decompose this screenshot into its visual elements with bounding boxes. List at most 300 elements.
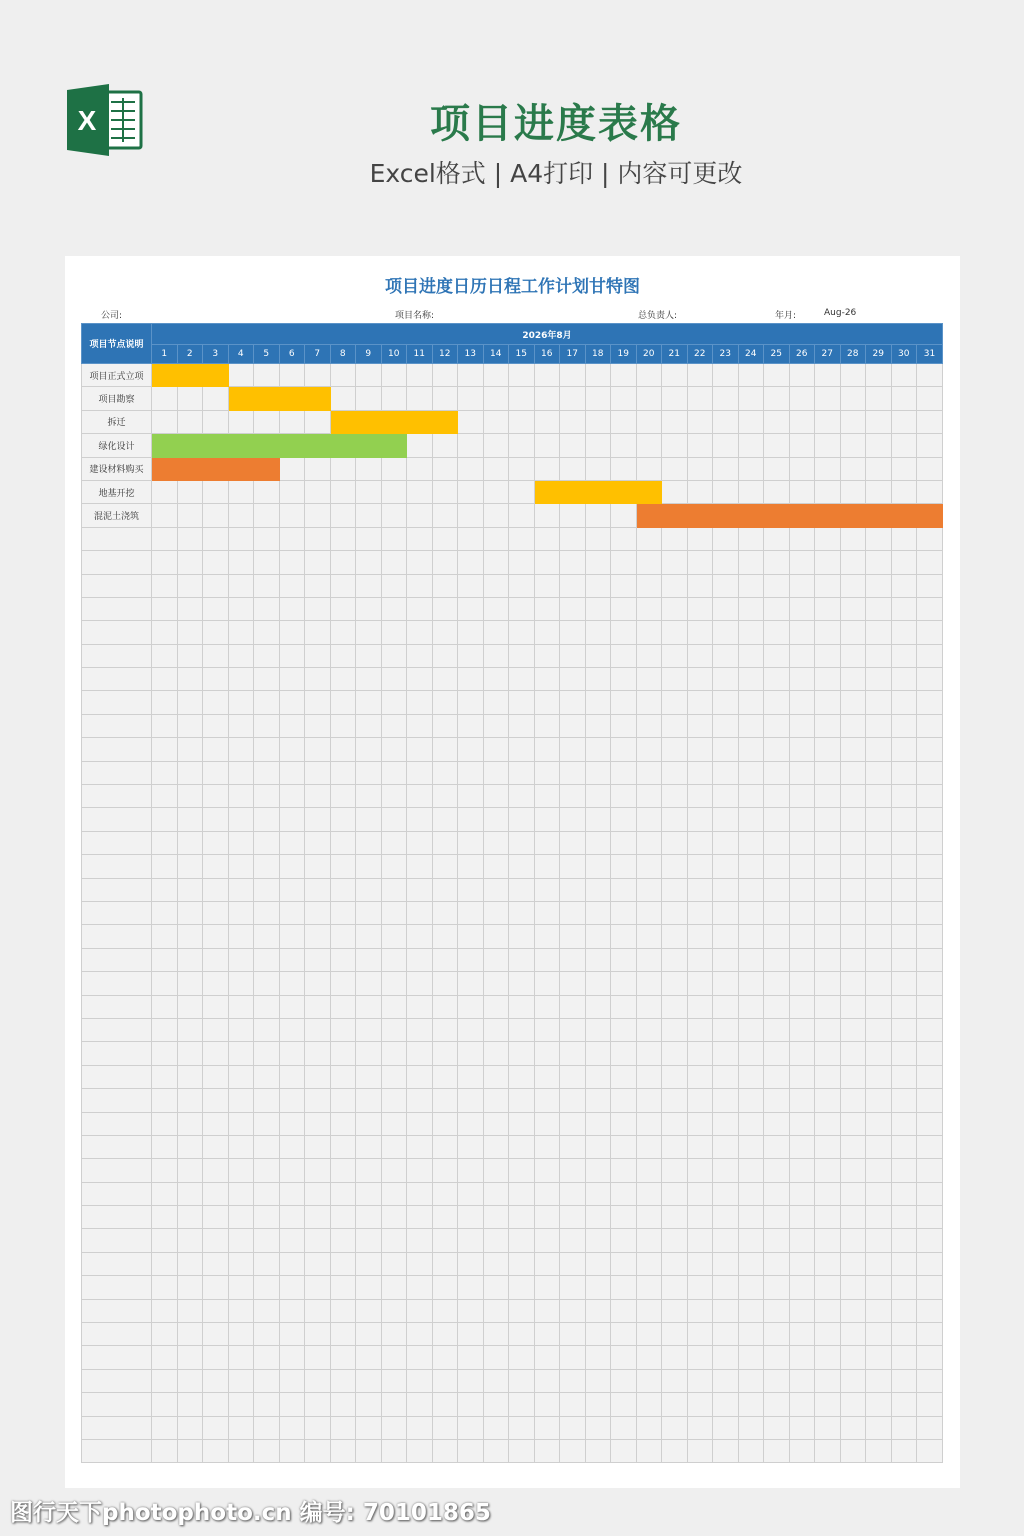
grid-cell[interactable] (534, 527, 560, 550)
gantt-bar-cell[interactable] (840, 504, 866, 527)
grid-cell[interactable] (764, 668, 790, 691)
grid-cell[interactable] (764, 1159, 790, 1182)
grid-cell[interactable] (254, 878, 280, 901)
grid-cell[interactable] (407, 761, 433, 784)
grid-cell[interactable] (407, 1299, 433, 1322)
grid-cell[interactable] (713, 831, 739, 854)
grid-cell[interactable] (636, 1065, 662, 1088)
grid-cell[interactable] (458, 574, 484, 597)
gantt-bar-cell[interactable] (279, 434, 305, 457)
grid-cell[interactable] (866, 1042, 892, 1065)
grid-cell[interactable] (152, 1299, 178, 1322)
grid-cell[interactable] (611, 551, 637, 574)
grid-cell[interactable] (330, 480, 356, 503)
grid-cell[interactable] (203, 785, 229, 808)
grid-cell[interactable] (330, 925, 356, 948)
grid-cell[interactable] (891, 387, 917, 410)
grid-cell[interactable] (662, 691, 688, 714)
grid-cell[interactable] (279, 410, 305, 433)
grid-cell[interactable] (789, 1042, 815, 1065)
grid-cell[interactable] (483, 457, 509, 480)
grid-cell[interactable] (407, 878, 433, 901)
grid-cell[interactable] (228, 1182, 254, 1205)
grid-cell[interactable] (687, 995, 713, 1018)
grid-cell[interactable] (891, 714, 917, 737)
grid-cell[interactable] (279, 1369, 305, 1392)
grid-cell[interactable] (764, 480, 790, 503)
grid-cell[interactable] (866, 1416, 892, 1439)
grid-cell[interactable] (177, 551, 203, 574)
grid-cell[interactable] (305, 1042, 331, 1065)
grid-cell[interactable] (407, 1159, 433, 1182)
grid-cell[interactable] (177, 597, 203, 620)
grid-cell[interactable] (891, 808, 917, 831)
grid-cell[interactable] (254, 714, 280, 737)
grid-cell[interactable] (636, 364, 662, 387)
grid-cell[interactable] (917, 831, 943, 854)
project-name-label[interactable]: 项目名称: (395, 311, 435, 321)
grid-cell[interactable] (662, 597, 688, 620)
task-name-cell[interactable] (82, 878, 152, 901)
grid-cell[interactable] (866, 831, 892, 854)
grid-cell[interactable] (840, 434, 866, 457)
grid-cell[interactable] (534, 457, 560, 480)
grid-cell[interactable] (228, 1252, 254, 1275)
grid-cell[interactable] (152, 527, 178, 550)
grid-cell[interactable] (636, 644, 662, 667)
grid-cell[interactable] (381, 948, 407, 971)
grid-cell[interactable] (815, 551, 841, 574)
grid-cell[interactable] (254, 504, 280, 527)
grid-cell[interactable] (917, 691, 943, 714)
grid-cell[interactable] (407, 1112, 433, 1135)
grid-cell[interactable] (305, 597, 331, 620)
grid-cell[interactable] (534, 387, 560, 410)
grid-cell[interactable] (509, 948, 535, 971)
grid-cell[interactable] (891, 855, 917, 878)
grid-cell[interactable] (254, 668, 280, 691)
grid-cell[interactable] (509, 738, 535, 761)
task-name-cell[interactable] (82, 621, 152, 644)
grid-cell[interactable] (177, 1323, 203, 1346)
task-name-cell[interactable] (82, 1369, 152, 1392)
grid-cell[interactable] (305, 1135, 331, 1158)
grid-cell[interactable] (330, 387, 356, 410)
grid-cell[interactable] (177, 1229, 203, 1252)
grid-cell[interactable] (407, 925, 433, 948)
grid-cell[interactable] (483, 551, 509, 574)
grid-cell[interactable] (330, 1112, 356, 1135)
grid-cell[interactable] (407, 434, 433, 457)
grid-cell[interactable] (815, 1393, 841, 1416)
grid-cell[interactable] (687, 1299, 713, 1322)
grid-cell[interactable] (458, 1112, 484, 1135)
grid-cell[interactable] (254, 808, 280, 831)
grid-cell[interactable] (840, 691, 866, 714)
grid-cell[interactable] (611, 1018, 637, 1041)
grid-cell[interactable] (203, 878, 229, 901)
grid-cell[interactable] (815, 1346, 841, 1369)
grid-cell[interactable] (764, 995, 790, 1018)
grid-cell[interactable] (279, 551, 305, 574)
grid-cell[interactable] (432, 597, 458, 620)
grid-cell[interactable] (228, 621, 254, 644)
grid-cell[interactable] (789, 972, 815, 995)
grid-cell[interactable] (203, 1182, 229, 1205)
grid-cell[interactable] (458, 1346, 484, 1369)
grid-cell[interactable] (687, 691, 713, 714)
grid-cell[interactable] (585, 948, 611, 971)
grid-cell[interactable] (509, 621, 535, 644)
grid-cell[interactable] (228, 972, 254, 995)
grid-cell[interactable] (560, 855, 586, 878)
grid-cell[interactable] (483, 480, 509, 503)
grid-cell[interactable] (228, 1416, 254, 1439)
grid-cell[interactable] (917, 480, 943, 503)
grid-cell[interactable] (177, 878, 203, 901)
grid-cell[interactable] (687, 1206, 713, 1229)
grid-cell[interactable] (815, 1135, 841, 1158)
grid-cell[interactable] (279, 457, 305, 480)
grid-cell[interactable] (636, 691, 662, 714)
grid-cell[interactable] (203, 1416, 229, 1439)
grid-cell[interactable] (585, 387, 611, 410)
grid-cell[interactable] (407, 1439, 433, 1462)
grid-cell[interactable] (254, 855, 280, 878)
grid-cell[interactable] (764, 597, 790, 620)
grid-cell[interactable] (866, 878, 892, 901)
grid-cell[interactable] (203, 480, 229, 503)
grid-cell[interactable] (840, 1299, 866, 1322)
grid-cell[interactable] (152, 1393, 178, 1416)
grid-cell[interactable] (866, 364, 892, 387)
grid-cell[interactable] (483, 1065, 509, 1088)
grid-cell[interactable] (330, 714, 356, 737)
grid-cell[interactable] (815, 785, 841, 808)
grid-cell[interactable] (891, 1018, 917, 1041)
grid-cell[interactable] (254, 1206, 280, 1229)
grid-cell[interactable] (662, 551, 688, 574)
grid-cell[interactable] (330, 1299, 356, 1322)
grid-cell[interactable] (228, 504, 254, 527)
grid-cell[interactable] (152, 1135, 178, 1158)
grid-cell[interactable] (891, 364, 917, 387)
grid-cell[interactable] (585, 644, 611, 667)
grid-cell[interactable] (636, 1042, 662, 1065)
grid-cell[interactable] (866, 644, 892, 667)
grid-cell[interactable] (509, 1182, 535, 1205)
grid-cell[interactable] (917, 785, 943, 808)
grid-cell[interactable] (764, 1042, 790, 1065)
grid-cell[interactable] (891, 1042, 917, 1065)
grid-cell[interactable] (687, 434, 713, 457)
grid-cell[interactable] (713, 597, 739, 620)
grid-cell[interactable] (713, 1159, 739, 1182)
grid-cell[interactable] (356, 925, 382, 948)
grid-cell[interactable] (356, 504, 382, 527)
grid-cell[interactable] (279, 878, 305, 901)
grid-cell[interactable] (764, 808, 790, 831)
grid-cell[interactable] (687, 714, 713, 737)
grid-cell[interactable] (305, 972, 331, 995)
grid-cell[interactable] (585, 808, 611, 831)
grid-cell[interactable] (611, 1299, 637, 1322)
grid-cell[interactable] (764, 621, 790, 644)
grid-cell[interactable] (789, 1346, 815, 1369)
grid-cell[interactable] (534, 1252, 560, 1275)
grid-cell[interactable] (713, 738, 739, 761)
gantt-bar-cell[interactable] (432, 410, 458, 433)
grid-cell[interactable] (381, 527, 407, 550)
grid-cell[interactable] (509, 1018, 535, 1041)
grid-cell[interactable] (177, 1416, 203, 1439)
grid-cell[interactable] (687, 668, 713, 691)
grid-cell[interactable] (407, 504, 433, 527)
grid-cell[interactable] (356, 457, 382, 480)
grid-cell[interactable] (713, 457, 739, 480)
grid-cell[interactable] (381, 1416, 407, 1439)
grid-cell[interactable] (432, 1206, 458, 1229)
grid-cell[interactable] (432, 1252, 458, 1275)
grid-cell[interactable] (407, 1182, 433, 1205)
grid-cell[interactable] (330, 855, 356, 878)
task-name-cell[interactable] (82, 925, 152, 948)
grid-cell[interactable] (356, 1276, 382, 1299)
grid-cell[interactable] (713, 364, 739, 387)
grid-cell[interactable] (432, 574, 458, 597)
grid-cell[interactable] (917, 1135, 943, 1158)
grid-cell[interactable] (228, 1346, 254, 1369)
grid-cell[interactable] (305, 831, 331, 854)
grid-cell[interactable] (611, 1323, 637, 1346)
grid-cell[interactable] (636, 410, 662, 433)
grid-cell[interactable] (305, 1065, 331, 1088)
grid-cell[interactable] (738, 597, 764, 620)
grid-cell[interactable] (305, 480, 331, 503)
day-header-15[interactable]: 15 (509, 345, 535, 364)
grid-cell[interactable] (330, 551, 356, 574)
grid-cell[interactable] (815, 597, 841, 620)
grid-cell[interactable] (662, 621, 688, 644)
grid-cell[interactable] (891, 1065, 917, 1088)
day-header-25[interactable]: 25 (764, 345, 790, 364)
grid-cell[interactable] (228, 1369, 254, 1392)
gantt-bar-cell[interactable] (534, 480, 560, 503)
grid-cell[interactable] (356, 1439, 382, 1462)
grid-cell[interactable] (764, 1323, 790, 1346)
grid-cell[interactable] (738, 480, 764, 503)
grid-cell[interactable] (509, 855, 535, 878)
grid-cell[interactable] (483, 925, 509, 948)
grid-cell[interactable] (866, 434, 892, 457)
grid-cell[interactable] (177, 387, 203, 410)
grid-cell[interactable] (483, 808, 509, 831)
grid-cell[interactable] (432, 1299, 458, 1322)
grid-cell[interactable] (764, 1206, 790, 1229)
task-name-cell[interactable] (82, 1276, 152, 1299)
grid-cell[interactable] (254, 738, 280, 761)
grid-cell[interactable] (713, 644, 739, 667)
grid-cell[interactable] (662, 925, 688, 948)
grid-cell[interactable] (866, 1089, 892, 1112)
grid-cell[interactable] (891, 1252, 917, 1275)
grid-cell[interactable] (152, 972, 178, 995)
grid-cell[interactable] (458, 1369, 484, 1392)
grid-cell[interactable] (662, 480, 688, 503)
grid-cell[interactable] (254, 948, 280, 971)
grid-cell[interactable] (509, 480, 535, 503)
grid-cell[interactable] (330, 1206, 356, 1229)
grid-cell[interactable] (764, 410, 790, 433)
grid-cell[interactable] (585, 1346, 611, 1369)
grid-cell[interactable] (177, 1252, 203, 1275)
gantt-bar-cell[interactable] (407, 410, 433, 433)
grid-cell[interactable] (432, 457, 458, 480)
grid-cell[interactable] (560, 972, 586, 995)
grid-cell[interactable] (815, 1112, 841, 1135)
grid-cell[interactable] (687, 1182, 713, 1205)
grid-cell[interactable] (764, 551, 790, 574)
grid-cell[interactable] (330, 972, 356, 995)
grid-cell[interactable] (228, 1276, 254, 1299)
grid-cell[interactable] (891, 1135, 917, 1158)
grid-cell[interactable] (636, 761, 662, 784)
grid-cell[interactable] (356, 1252, 382, 1275)
grid-cell[interactable] (279, 574, 305, 597)
grid-cell[interactable] (203, 410, 229, 433)
grid-cell[interactable] (764, 574, 790, 597)
grid-cell[interactable] (917, 434, 943, 457)
grid-cell[interactable] (713, 948, 739, 971)
grid-cell[interactable] (381, 621, 407, 644)
grid-cell[interactable] (203, 1393, 229, 1416)
grid-cell[interactable] (636, 948, 662, 971)
grid-cell[interactable] (764, 901, 790, 924)
grid-cell[interactable] (891, 551, 917, 574)
grid-cell[interactable] (381, 1042, 407, 1065)
grid-cell[interactable] (662, 574, 688, 597)
grid-cell[interactable] (917, 410, 943, 433)
grid-cell[interactable] (534, 410, 560, 433)
grid-cell[interactable] (177, 1276, 203, 1299)
grid-cell[interactable] (891, 1323, 917, 1346)
grid-cell[interactable] (152, 668, 178, 691)
grid-cell[interactable] (738, 1252, 764, 1275)
grid-cell[interactable] (254, 831, 280, 854)
grid-cell[interactable] (560, 901, 586, 924)
grid-cell[interactable] (636, 714, 662, 737)
grid-cell[interactable] (203, 387, 229, 410)
grid-cell[interactable] (279, 714, 305, 737)
grid-cell[interactable] (407, 597, 433, 620)
grid-cell[interactable] (152, 1276, 178, 1299)
grid-cell[interactable] (509, 1135, 535, 1158)
grid-cell[interactable] (432, 1182, 458, 1205)
grid-cell[interactable] (789, 364, 815, 387)
grid-cell[interactable] (789, 714, 815, 737)
gantt-bar-cell[interactable] (917, 504, 943, 527)
grid-cell[interactable] (815, 948, 841, 971)
grid-cell[interactable] (228, 714, 254, 737)
grid-cell[interactable] (866, 1369, 892, 1392)
grid-cell[interactable] (432, 995, 458, 1018)
day-header-22[interactable]: 22 (687, 345, 713, 364)
grid-cell[interactable] (636, 1089, 662, 1112)
grid-cell[interactable] (330, 621, 356, 644)
grid-cell[interactable] (560, 457, 586, 480)
grid-cell[interactable] (305, 364, 331, 387)
gantt-bar-cell[interactable] (636, 480, 662, 503)
grid-cell[interactable] (866, 1159, 892, 1182)
grid-cell[interactable] (611, 948, 637, 971)
grid-cell[interactable] (866, 1135, 892, 1158)
grid-cell[interactable] (305, 574, 331, 597)
grid-cell[interactable] (789, 1416, 815, 1439)
grid-cell[interactable] (764, 527, 790, 550)
grid-cell[interactable] (687, 1393, 713, 1416)
grid-cell[interactable] (152, 738, 178, 761)
task-name-cell[interactable] (82, 1393, 152, 1416)
grid-cell[interactable] (432, 1042, 458, 1065)
grid-cell[interactable] (254, 1182, 280, 1205)
sheet-title[interactable]: 项目进度日历日程工作计划甘特图 (385, 277, 640, 297)
grid-cell[interactable] (611, 457, 637, 480)
grid-cell[interactable] (381, 901, 407, 924)
grid-cell[interactable] (254, 761, 280, 784)
grid-cell[interactable] (789, 527, 815, 550)
grid-cell[interactable] (279, 738, 305, 761)
grid-cell[interactable] (789, 621, 815, 644)
grid-cell[interactable] (330, 574, 356, 597)
gantt-bar-cell[interactable] (203, 364, 229, 387)
grid-cell[interactable] (917, 1159, 943, 1182)
grid-cell[interactable] (815, 972, 841, 995)
grid-cell[interactable] (764, 972, 790, 995)
gantt-bar-cell[interactable] (636, 504, 662, 527)
grid-cell[interactable] (279, 808, 305, 831)
grid-cell[interactable] (254, 1276, 280, 1299)
grid-cell[interactable] (330, 878, 356, 901)
grid-cell[interactable] (509, 434, 535, 457)
grid-cell[interactable] (152, 410, 178, 433)
grid-cell[interactable] (432, 761, 458, 784)
grid-cell[interactable] (407, 855, 433, 878)
grid-cell[interactable] (534, 808, 560, 831)
day-header-31[interactable]: 31 (917, 345, 943, 364)
grid-cell[interactable] (407, 808, 433, 831)
grid-cell[interactable] (560, 387, 586, 410)
grid-cell[interactable] (738, 1042, 764, 1065)
grid-cell[interactable] (764, 831, 790, 854)
grid-cell[interactable] (662, 995, 688, 1018)
grid-cell[interactable] (203, 1089, 229, 1112)
grid-cell[interactable] (432, 364, 458, 387)
grid-cell[interactable] (509, 1229, 535, 1252)
grid-cell[interactable] (534, 901, 560, 924)
task-name-cell[interactable] (82, 691, 152, 714)
grid-cell[interactable] (713, 574, 739, 597)
grid-cell[interactable] (305, 691, 331, 714)
grid-cell[interactable] (152, 1252, 178, 1275)
grid-cell[interactable] (152, 1346, 178, 1369)
grid-cell[interactable] (585, 1159, 611, 1182)
grid-cell[interactable] (483, 761, 509, 784)
grid-cell[interactable] (458, 1065, 484, 1088)
grid-cell[interactable] (356, 761, 382, 784)
task-name-cell[interactable] (82, 1346, 152, 1369)
grid-cell[interactable] (458, 1276, 484, 1299)
gantt-bar-cell[interactable] (381, 410, 407, 433)
